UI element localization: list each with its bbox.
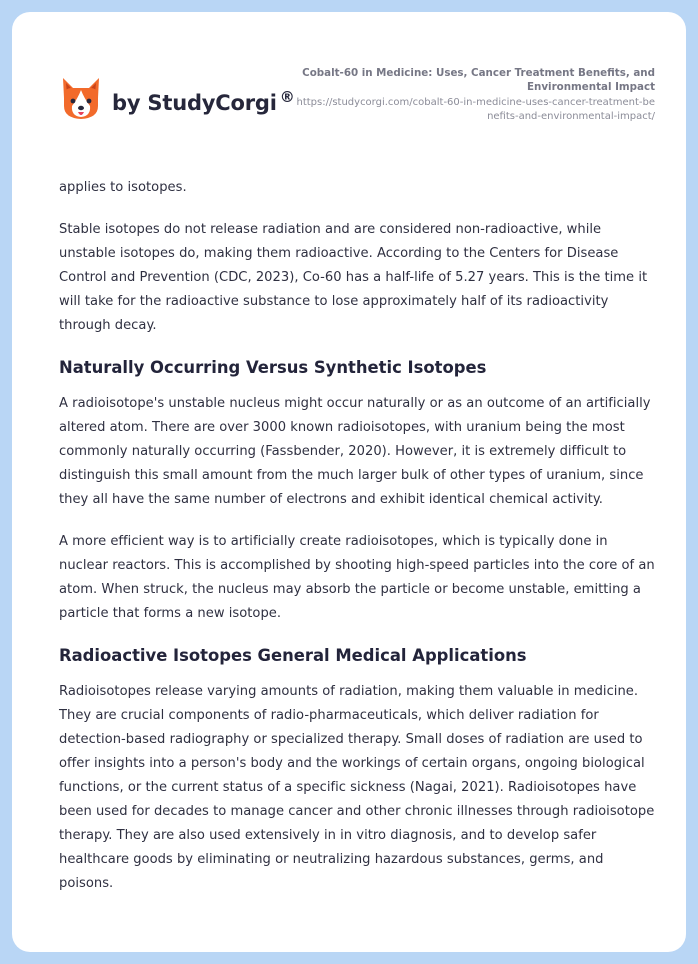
paragraph: Radioisotopes release varying amounts of radiation, making them valuable in medicine. They are crucial components of radio-pharmaceuticals, which deliver radiation for detection-based radiography or specialized therapy. Small doses of radiation are used to offer insights into a person's body and the workings of certain organs, ongoing biological functions, or the current status of a specific sickness (Nagai, 2021). Radioisotopes have been used for decades to manage cancer and other chronic illnesses through radioisotope therapy. They are also used extensively in in vitro diagnosis, and to develop safer healthcare goods by eliminating or neutralizing hazardous substances, germs, and poisons. — [59, 684, 655, 891]
document-title: Cobalt-60 in Medicine: Uses, Cancer Treatment Benefits, and Environmental Impact — [302, 67, 655, 93]
section-heading: Radioactive Isotopes General Medical Applications — [59, 646, 527, 665]
paragraph: A more efficient way is to artificially create radioisotopes, which is typically done in nuclear reactors. This is accomplished by shooting high-speed particles into the core of an atom. When struck, the nucleus may absorb the particle or become unstable, emitting a particle that forms a new isotope. — [59, 534, 655, 621]
paragraph: A radioisotope's unstable nucleus might occur naturally or as an outcome of an artificially altered atom. There are over 3000 known radioisotopes, with uranium being the most commonly naturally occurring (Fassbender, 2020). However, it is extremely difficult to distinguish this small amount from the much larger bulk of other types of uranium, since they all have the same number of electrons and exhibit identical chemical activity. — [59, 396, 651, 507]
registered-mark: ® — [279, 87, 295, 106]
section-heading: Naturally Occurring Versus Synthetic Isotopes — [59, 358, 487, 377]
article-body — [59, 176, 659, 914]
studycorgi-logo[interactable] — [60, 76, 295, 122]
paragraph: applies to isotopes. — [59, 180, 187, 195]
brand-name: by StudyCorgi ® — [112, 87, 295, 115]
page-card — [12, 12, 686, 952]
document-url[interactable]: https://studycorgi.com/cobalt-60-in-medicine-uses-cancer-treatment-benefits-and-environmental-impact/ — [296, 97, 655, 122]
document-meta — [295, 66, 655, 124]
paragraph: Stable isotopes do not release radiation and are considered non-radioactive, while unstable isotopes do, making them radioactive. According to the Centers for Disease Control and Prevention (CDC, 2023), Co-60 has a half-life of 5.27 years. This is the time it will take for the radioactive substance to lose approximately half of its radioactivity through decay. — [59, 222, 648, 333]
corgi-icon — [60, 76, 102, 122]
